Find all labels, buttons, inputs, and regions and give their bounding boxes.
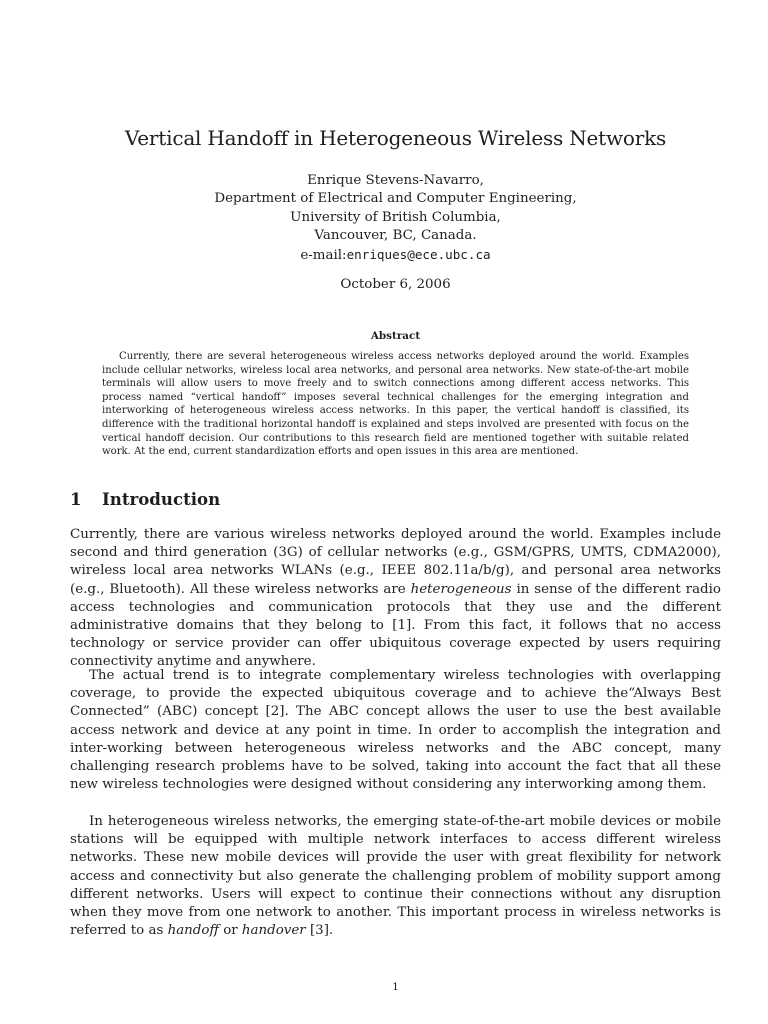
abstract-text: Currently, there are several heterogeneous wireless access networks deployed around the world. Examples include cellular networks, wireless local area networks, and personal area networks. New state-of-the-art mobile terminals will allow users to move freely and to switch connections among different access networks. This process named “vertical handoff” imposes several technical challenges for the emerging integration and interworking of heterogeneous wireless access networks. In this paper, the vertical handoff is classified, its difference with the traditional horizontal handoff is explained and steps involved are presented with focus on the vertical handoff decision. Our contributions to this research field are mentioned together with suitable related work. At the end, current standardization efforts and open issues in this area are mentioned.	[102, 351, 689, 458]
emphasis-text: heterogeneous	[410, 581, 512, 597]
emphasis-text: handoff	[167, 923, 219, 939]
author-location: Vancouver, BC, Canada.	[314, 228, 477, 244]
section-title: Introduction	[102, 489, 221, 509]
intro-paragraph-3	[70, 813, 721, 940]
paper-date: October 6, 2006	[340, 277, 451, 292]
page-number: 1	[392, 981, 399, 993]
author-department: Department of Electrical and Computer Engineering,	[214, 191, 577, 207]
author-university: University of British Columbia,	[290, 209, 501, 225]
abstract-heading: Abstract	[370, 330, 421, 342]
email-label: e-mail:	[300, 247, 347, 263]
paper-title: Vertical Handoff in Heterogeneous Wireless Networks	[124, 126, 667, 150]
emphasis-text: handover	[241, 923, 306, 939]
section-number: 1	[70, 489, 82, 509]
author-email	[70, 246, 721, 265]
author-block	[70, 172, 721, 265]
section-heading	[70, 489, 721, 509]
author-name: Enrique Stevens-Navarro,	[307, 173, 484, 188]
intro-paragraph-1	[70, 526, 721, 672]
paragraph-text: or	[218, 923, 242, 939]
email-address[interactable]: enriques@ece.ubc.ca	[346, 246, 491, 262]
intro-paragraph-2: The actual trend is to integrate complementary wireless technologies with overlapping coverage, to provide the expected ubiquitous coverage and to achieve the“Always Best Connected” (ABC) concept [2]. The ABC concept allows the user to use the best available access network and device at any point in time. In order to accomplish the integration and inter-working between heterogeneous wireless networks and the ABC concept, many challenging research problems have to be solved, taking into account the fact that all these new wireless technologies were designed without considering any interworking among them.	[70, 668, 721, 793]
paragraph-text: [3].	[305, 923, 334, 939]
paragraph-text: Currently, there are various wireless networks deployed around the world. Examples include second and third generation (3G) of cellular networks (e.g., GSM/GPRS, UMTS, CDMA2000), wireless local area networks WLANs (e.g., IEEE 802.11a/b/g), and personal area networks (e.g., Bluetooth). All these wireless networks are	[70, 527, 721, 597]
paper-page	[70, 0, 721, 1024]
paragraph-text: in sense of the different radio access technologies and communication protocols that they use and the different administrative domains that they belong to [1]. From this fact, it follows that no access technology or service provider can offer ubiquitous coverage expected by users requiring connectivity anytime and anywhere.	[70, 581, 721, 670]
paragraph-text: In heterogeneous wireless networks, the emerging state-of-the-art mobile devices or mobile stations will be equipped with multiple network interfaces to access different wireless networks. These new mobile devices will provide the user with great flexibility for network access and connectivity but also generate the challenging problem of mobility support among different networks. Users will expect to continue their connections without any disruption when they move from one network to another. This important process in wireless networks is referred to as	[70, 814, 721, 939]
